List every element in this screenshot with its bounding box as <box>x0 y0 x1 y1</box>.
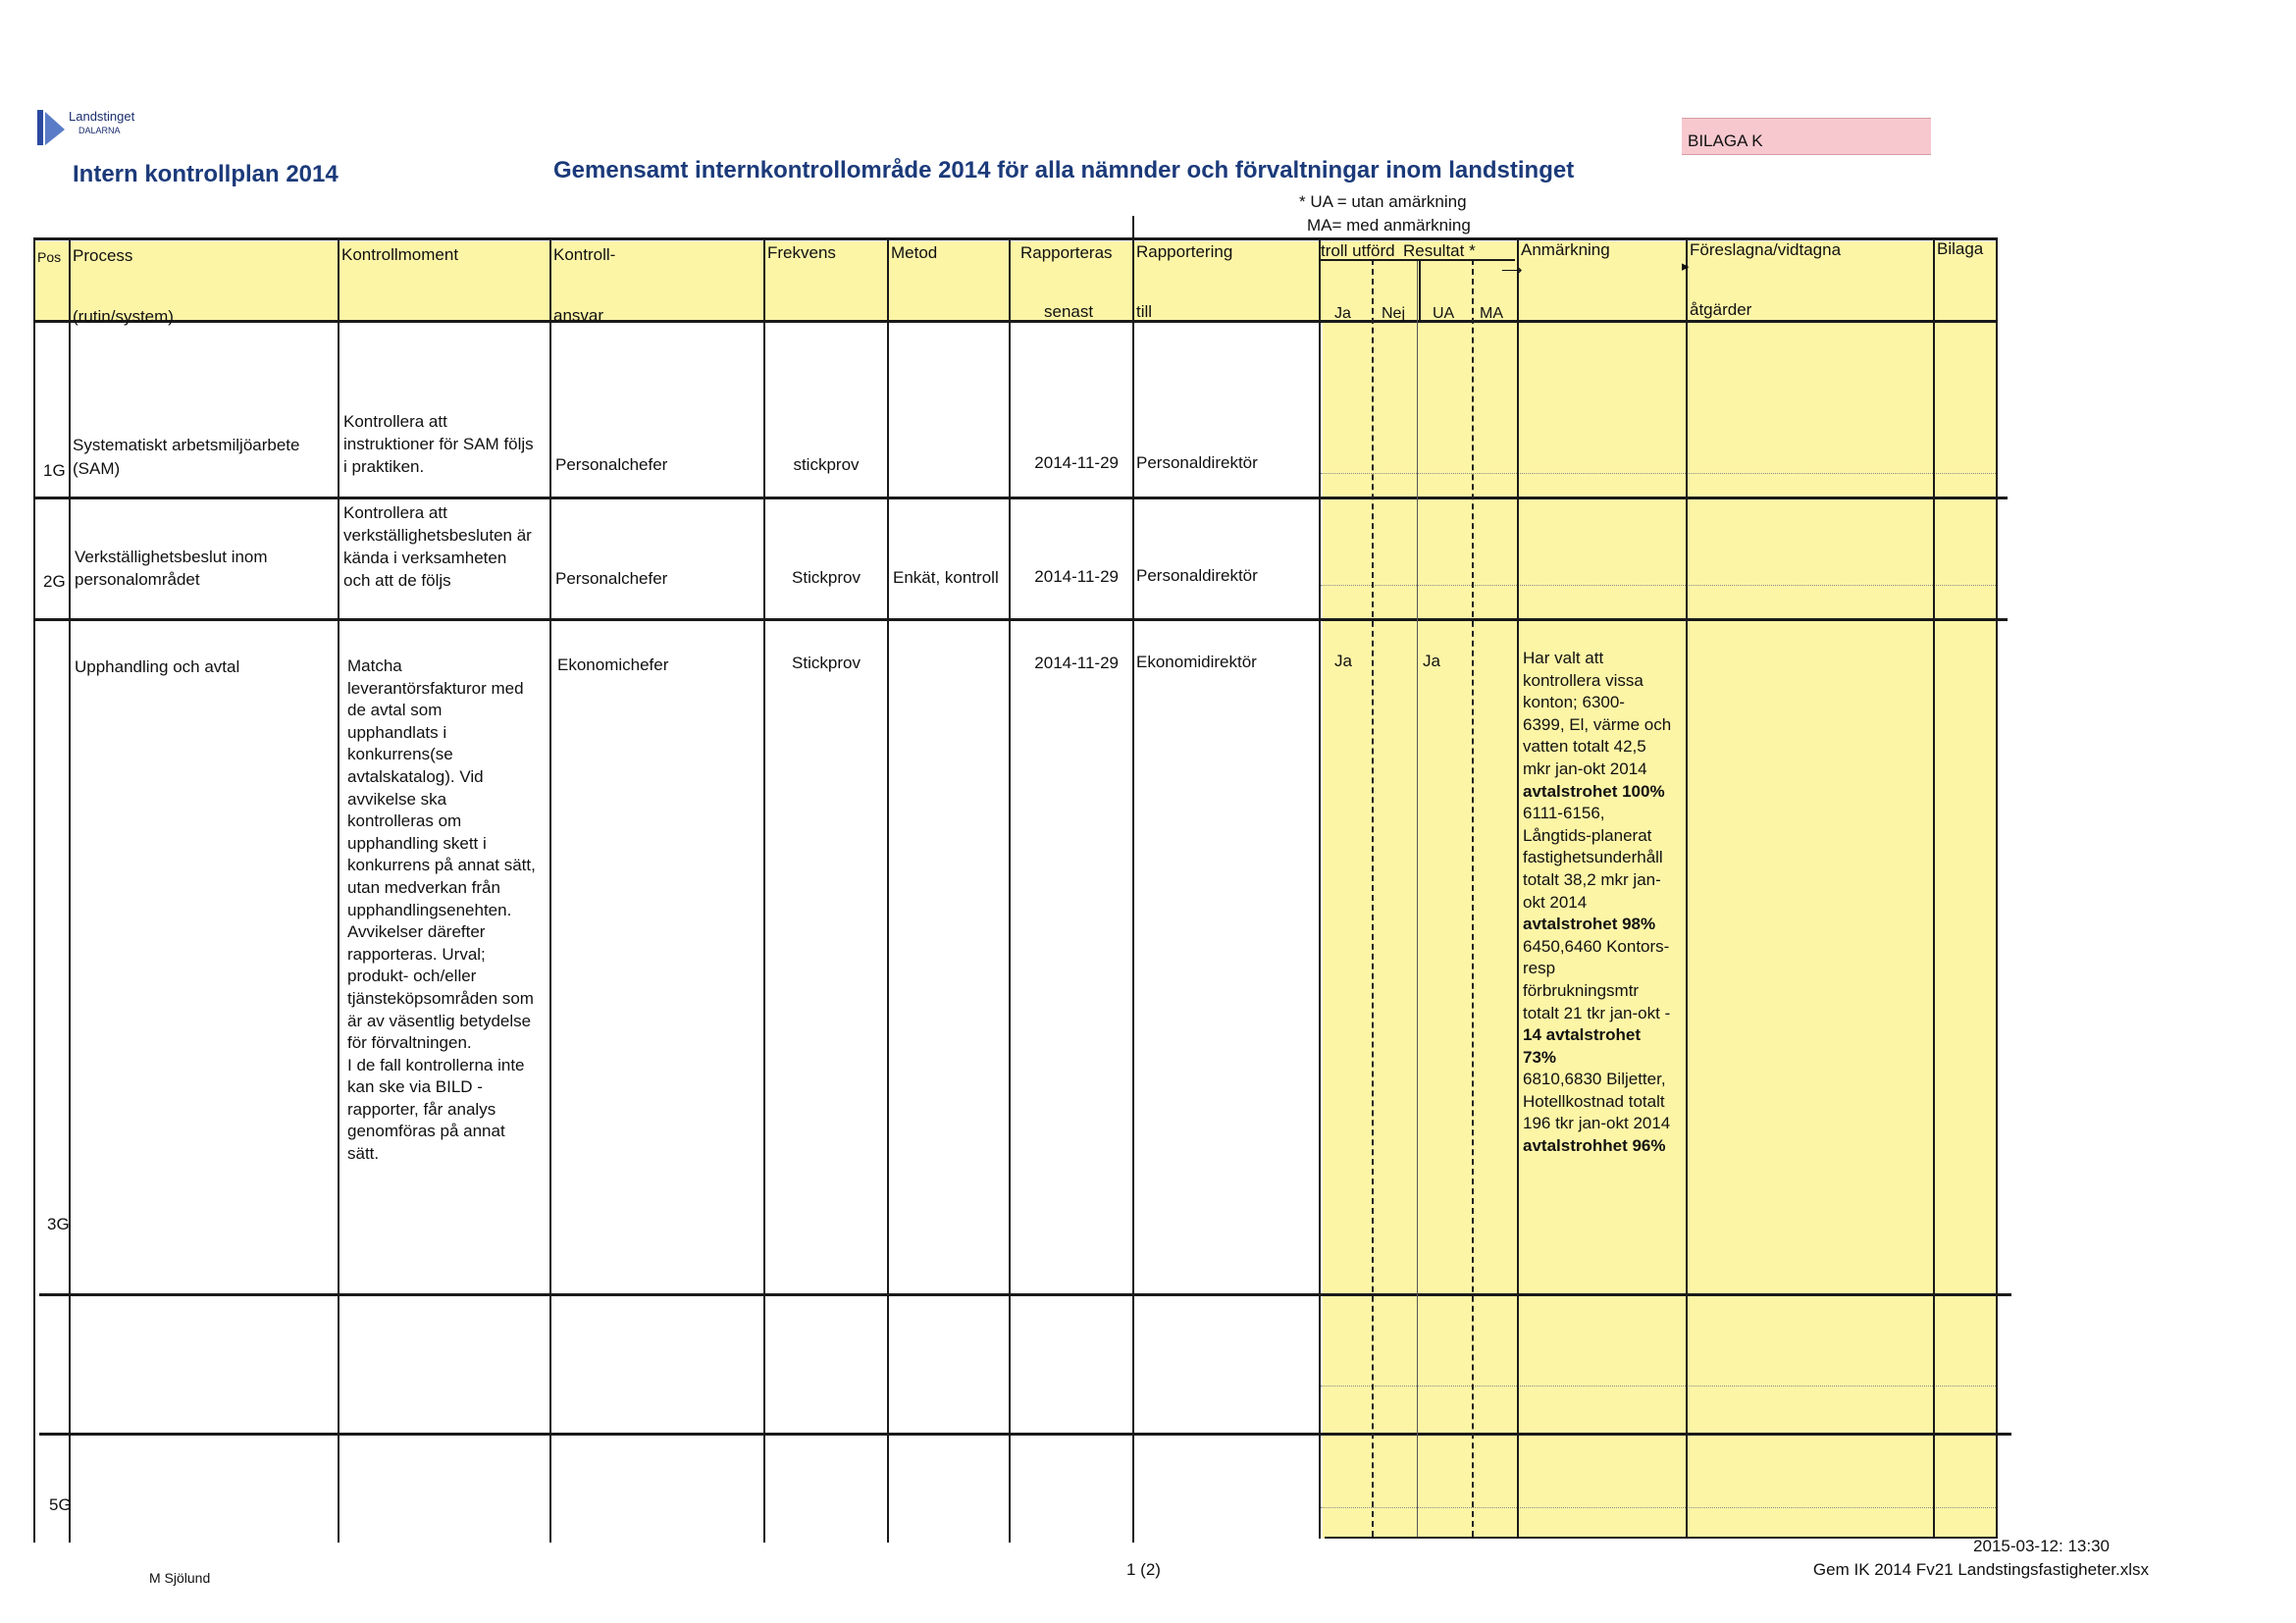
row-2g-moment-line4: och att de följs <box>343 571 451 590</box>
header-till: till <box>1136 302 1153 321</box>
header-process: Process <box>73 246 133 265</box>
row-2g-moment-line3: kända i verksamheten <box>343 549 507 567</box>
logo-line2: DALARNA <box>78 126 121 135</box>
grid-line-row3 <box>39 1293 2011 1296</box>
row-3g-moment-line: I de fall kontrollerna inte <box>347 1055 525 1074</box>
landstinget-logo <box>37 110 67 147</box>
row-3g-moment-line: sätt. <box>347 1144 380 1164</box>
header-troll-utford: troll utförd <box>1321 241 1395 260</box>
row-3g-moment-line: leverantörsfakturor med <box>347 678 524 698</box>
row-3g-frekvens: Stickprov <box>792 654 861 672</box>
grid-line-row1 <box>33 497 2008 499</box>
row-3g-moment-line: utan medverkan från <box>347 877 500 897</box>
row-3g-moment-line: konkurrens(se <box>347 745 453 764</box>
row-3g-moment-line: genomföras på annat <box>347 1122 505 1141</box>
header-rapporteras: Rapporteras <box>1020 243 1113 262</box>
row-3g-moment-line: Avvikelser därefter <box>347 922 486 942</box>
header-ua: UA <box>1433 305 1455 322</box>
logo-line1: Landstinget <box>69 109 135 124</box>
legend-ma: MA= med anmärkning <box>1307 216 1471 235</box>
row-2g-moment-line2: verkställighetsbesluten är <box>343 526 532 545</box>
header-nej: Nej <box>1382 305 1406 322</box>
footer-timestamp: 2015-03-12: 13:30 <box>1973 1537 2110 1555</box>
header-process-sub: (rutin/system) <box>73 307 174 326</box>
row-1g-moment-line2: instruktioner för SAM följs <box>343 435 534 453</box>
row-3g-anmarkning-line: avtalstrohet 98% <box>1523 915 1656 934</box>
row-3g-moment-line: tjänsteköpsområden som <box>347 988 534 1008</box>
col-line-ansvar <box>763 237 765 1543</box>
col-line-till <box>1319 237 1321 1539</box>
row-2g-pos: 2G <box>43 572 66 591</box>
row-3g-anmarkning-line: mkr jan-okt 2014 <box>1523 759 1647 778</box>
row-1g-senast: 2014-11-29 <box>1034 453 1119 472</box>
header-bilaga: Bilaga <box>1937 239 1984 258</box>
row-3g-anmarkning <box>1523 648 1690 1158</box>
header-arrow-atg: ▸ <box>1682 258 1690 275</box>
row-3g-anmarkning-line: 6399, El, värme och <box>1523 714 1672 734</box>
col-line-left <box>33 237 35 1543</box>
footer-author: M Sjölund <box>149 1570 211 1586</box>
header-rapportering: Rapportering <box>1136 242 1233 261</box>
dash-line-ja <box>1372 259 1374 1537</box>
row-3g-anmarkning-line: totalt 21 tkr jan-okt - <box>1523 1003 1671 1022</box>
header-kontrollmoment: Kontrollmoment <box>341 245 459 264</box>
row-2g-frekvens: Stickprov <box>792 568 861 587</box>
row-3g-moment-line: rapporteras. Urval; <box>347 944 486 964</box>
row-1g-till: Personaldirektör <box>1136 453 1258 472</box>
header-ansvar: ansvar <box>553 306 604 325</box>
row-3g-anmarkning-line: avtalstrohet 100% <box>1523 781 1665 801</box>
page-title: Gemensamt internkontrollområde 2014 för alla nämnder och förvaltningar inom landstinget <box>553 157 1575 183</box>
dotted-line-3 <box>1321 1386 1996 1387</box>
row-3g-anmarkning-line: vatten totalt 42,5 <box>1523 737 1646 757</box>
row-3g-moment-line: upphandlats i <box>347 722 447 742</box>
row-3g-pos: 3G <box>47 1215 70 1233</box>
row-3g-anmarkning-line: 14 avtalstrohet <box>1523 1025 1641 1045</box>
row-2g-till: Personaldirektör <box>1136 566 1258 585</box>
col-line-pos <box>69 237 71 1543</box>
row-3g-anmarkning-line: Långtids-planerat <box>1523 825 1652 845</box>
col-line-senast <box>1132 216 1134 1543</box>
dotted-line-2 <box>1321 585 1996 586</box>
col-line-metod <box>1009 237 1011 1543</box>
row-3g-moment-line: är av väsentlig betydelse <box>347 1011 532 1030</box>
col-line-frekvens <box>887 237 889 1543</box>
row-3g-anmarkning-line: förbrukningsmtr <box>1523 980 1640 1000</box>
row-3g-ua: Ja <box>1423 652 1440 670</box>
header-ma: MA <box>1480 305 1503 322</box>
title-left: Intern kontrollplan 2014 <box>73 161 339 187</box>
header-anmarkning: Anmärkning <box>1521 240 1610 259</box>
row-1g-moment-line3: i praktiken. <box>343 457 425 476</box>
grid-line-row2 <box>33 618 2008 621</box>
row-1g-ansvar: Personalchefer <box>555 455 668 474</box>
row-3g-moment-line: Matcha <box>347 656 402 675</box>
row-1g-process-line2: (SAM) <box>73 459 121 478</box>
row-3g-anmarkning-line: 73% <box>1523 1047 1557 1067</box>
header-atgarder: åtgärder <box>1690 300 1752 319</box>
header-senast: senast <box>1044 302 1094 321</box>
bilaga-badge-label: BILAGA K <box>1688 131 1763 150</box>
col-line-bilaga <box>1933 237 1935 1539</box>
row-3g-moment-line: upphandling skett i <box>347 833 487 853</box>
grid-line-header-bottom <box>33 320 1998 323</box>
row-3g-anmarkning-line: 6810,6830 Biljetter, <box>1523 1070 1666 1089</box>
row-3g-senast: 2014-11-29 <box>1034 654 1119 672</box>
header-resultat: Resultat * <box>1403 241 1476 260</box>
col-line-nej <box>1417 259 1418 1537</box>
row-3g-moment-line: produkt- och/eller <box>347 967 477 986</box>
row-3g-process: Upphandling och avtal <box>75 657 240 676</box>
row-3g-anmarkning-line: Har valt att <box>1523 649 1604 667</box>
row-2g-process-line1: Verkställighetsbeslut inom <box>75 548 268 566</box>
dotted-line-1 <box>1321 473 1996 474</box>
dash-line-ua <box>1472 259 1474 1537</box>
row-3g-moment-line: kontrolleras om <box>347 812 462 831</box>
row-3g-moment-line: för förvaltningen. <box>347 1033 472 1053</box>
bilaga-badge <box>1682 118 1931 155</box>
row-3g-moment-line: avvikelse ska <box>347 789 447 809</box>
row-2g-metod: Enkät, kontroll <box>893 568 999 587</box>
row-3g-anmarkning-line: Hotellkostnad totalt <box>1523 1091 1665 1111</box>
col-line-process <box>338 237 339 1543</box>
row-1g-process-line1: Systematiskt arbetsmiljöarbete <box>73 436 300 454</box>
legend-ua: * UA = utan amärkning <box>1299 192 1467 211</box>
row-3g-moment-line: konkurrens på annat sätt, <box>347 856 536 875</box>
header-ja: Ja <box>1334 305 1351 322</box>
header-kontroll: Kontroll- <box>553 245 616 264</box>
footer-filename: Gem IK 2014 Fv21 Landstingsfastigheter.xlsx <box>1812 1560 2149 1579</box>
row-3g-moment-line: upphandlingsenehten. <box>347 900 512 919</box>
row-3g-moment-line: kan ske via BILD - <box>347 1077 483 1097</box>
footer-page: 1 (2) <box>1126 1560 1161 1579</box>
grid-line-row4 <box>39 1433 2011 1436</box>
row-3g-ansvar: Ekonomichefer <box>557 655 669 674</box>
row-3g-anmarkning-line: konton; 6300- <box>1523 693 1625 712</box>
row-3g-anmarkning-line: fastighetsunderhåll <box>1523 848 1663 867</box>
header-pos: Pos <box>37 249 62 265</box>
col-line-right <box>1996 237 1998 1539</box>
row-3g-anmarkning-line: avtalstrohhet 96% <box>1523 1136 1666 1156</box>
row-3g-moment <box>347 655 553 1166</box>
row-3g-anmarkning-line: 6450,6460 Kontors- <box>1523 936 1670 956</box>
row-5g-pos: 5G <box>49 1495 72 1514</box>
dotted-line-4 <box>1321 1507 1996 1508</box>
row-3g-moment-line: avtalskatalog). Vid <box>347 766 484 786</box>
row-3g-anmarkning-line: kontrollera vissa <box>1523 670 1644 690</box>
row-3g-anmarkning-line: 6111-6156, <box>1523 804 1605 823</box>
row-2g-moment-line1: Kontrollera att <box>343 503 447 522</box>
header-frekvens: Frekvens <box>767 243 836 262</box>
row-2g-senast: 2014-11-29 <box>1034 567 1119 586</box>
header-foreslagna: Föreslagna/vidtagna <box>1690 240 1842 259</box>
row-1g-moment-line1: Kontrollera att <box>343 412 447 431</box>
row-1g-frekvens: stickprov <box>793 455 860 474</box>
row-3g-anmarkning-line: totalt 38,2 mkr jan- <box>1523 869 1661 889</box>
row-3g-anmarkning-line: okt 2014 <box>1523 892 1588 912</box>
row-3g-till: Ekonomidirektör <box>1136 653 1257 671</box>
row-3g-moment-line: rapporter, får analys <box>347 1099 496 1119</box>
header-arrow-anm: ⟶ <box>1501 262 1523 279</box>
row-2g-ansvar: Personalchefer <box>555 569 668 588</box>
row-3g-anmarkning-line: 196 tkr jan-okt 2014 <box>1523 1114 1671 1133</box>
col-line-anm <box>1517 237 1519 1539</box>
col-line-resultat <box>1419 259 1421 322</box>
row-3g-ja: Ja <box>1334 652 1352 670</box>
row-2g-process-line2: personalområdet <box>75 570 200 589</box>
row-3g-moment-line: de avtal som <box>347 701 443 720</box>
row-1g-pos: 1G <box>43 461 66 480</box>
row-3g-anmarkning-line: resp <box>1523 959 1556 978</box>
header-metod: Metod <box>891 243 938 262</box>
